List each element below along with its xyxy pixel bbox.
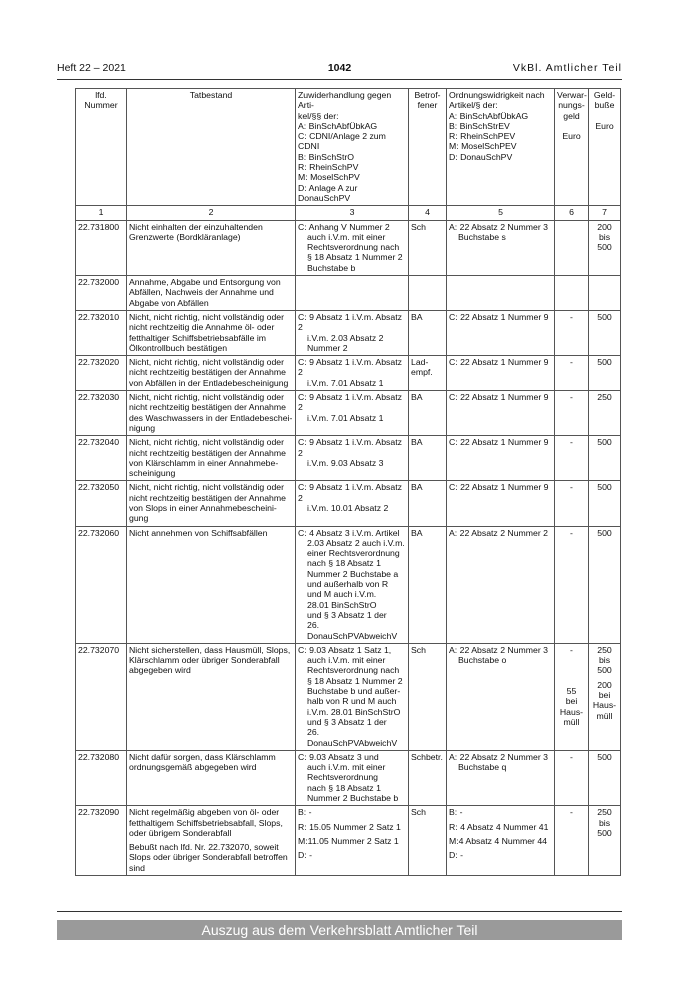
cell-line: 26. DonauSchPVAbweichV (307, 727, 398, 748)
cell-line: i.V.m. 7.01 Absatz 1 (307, 412, 384, 423)
zuwiderhandlung-cell (296, 481, 409, 526)
cell-line: BA (411, 437, 423, 448)
table-body (76, 220, 621, 876)
cell-line: einer Rechtsverordnung (307, 548, 400, 559)
tatbestand-cell (127, 276, 296, 311)
table-row (76, 643, 621, 750)
tatbestand-cell (127, 806, 296, 876)
betroffener-cell (409, 643, 447, 750)
cell-line: Ölkontrollbuch bestätigen (129, 342, 228, 353)
cell-line (557, 655, 586, 665)
betroffener-cell (409, 391, 447, 436)
header-line (557, 121, 586, 131)
header-line: buße (594, 100, 615, 111)
header-line: R: RheinSchPV (298, 162, 359, 173)
cell-line: C: 9 Absatz 1 i.V.m. Absatz 2 (298, 392, 402, 413)
cell-line: gung (129, 513, 149, 524)
cell-line: Nicht dafür sorgen, dass Klärschlamm (129, 751, 276, 762)
cell-line: bis (598, 817, 611, 828)
cell-line: 55 (566, 686, 577, 697)
header-line: Tatbestand (189, 90, 233, 100)
cell-line: Sch (411, 807, 426, 818)
cell-line: i.V.m. 2.03 Absatz 2 (307, 332, 384, 343)
cell-line: 500 (597, 311, 612, 322)
cell-line: 500 (597, 827, 612, 838)
header-line: geld (563, 110, 580, 121)
cell-line: nach § 18 Absatz 1 (307, 782, 381, 793)
tatbestand-cell (127, 643, 296, 750)
lfd-nummer-cell: 22.732020 (76, 356, 127, 391)
table-row (76, 310, 621, 355)
cell-line: M:4 Absatz 4 Nummer 44 (449, 835, 548, 846)
header-line: A: BinSchAbfÜbkAG (449, 110, 529, 121)
cell-line: auch i.V.m. mit einer (307, 762, 386, 773)
header-line: B: BinSchStrO (298, 151, 355, 162)
betroffener-cell (409, 220, 447, 275)
cell-line: Slops oder übriger Sonderabfall betroffen (129, 852, 288, 863)
cell-line: C: 22 Absatz 1 Nummer 9 (449, 311, 549, 322)
cell-line: C: 9 Absatz 1 i.V.m. Absatz 2 (298, 311, 402, 333)
verwarnungsgeld-cell (555, 806, 589, 876)
verwarnungsgeld-cell (555, 436, 589, 481)
cell-line: Nicht, nicht richtig, nicht vollständig oder (129, 311, 285, 322)
table-row (76, 750, 621, 805)
table-row (76, 276, 621, 311)
column-number: 7 (589, 206, 621, 220)
cell-line: A: 22 Absatz 2 Nummer 3 (449, 221, 548, 232)
lfd-nummer-cell: 22.732030 (76, 391, 127, 436)
cell-line: ordnungsgemäß abgegeben wird (129, 762, 257, 773)
cell-line: - (570, 807, 573, 818)
lfd-nummer-cell: 22.732070 (76, 643, 127, 750)
cell-line: C: 9 Absatz 1 i.V.m. Absatz 2 (298, 482, 402, 503)
cell-line: Annahme, Abgabe und Entsorgung von (129, 277, 281, 288)
cell-line: auch i.V.m. mit einer (307, 231, 386, 242)
publication-title: VkBl. Amtlicher Teil (512, 62, 622, 74)
header-line: Betrof- (414, 90, 441, 100)
column-number: 1 (76, 206, 127, 220)
lfd-nummer-cell: 22.732050 (76, 481, 127, 526)
header-line: kel/§§ der: (298, 110, 339, 121)
betroffener-cell (409, 356, 447, 391)
ordnungswidrigkeit-cell (447, 391, 555, 436)
table-row (76, 806, 621, 876)
page-number: 1042 (327, 62, 352, 74)
zuwiderhandlung-cell (296, 391, 409, 436)
header-line: lfd. (95, 90, 107, 100)
cell-line: nach § 18 Absatz 1 (307, 558, 381, 569)
zuwiderhandlung-cell (296, 220, 409, 275)
ordnungswidrigkeit-cell (447, 220, 555, 275)
cell-line: BA (411, 482, 423, 493)
header-line: Ordnungswidrigkeit nach (449, 90, 545, 100)
geldbusse-cell (589, 750, 621, 805)
cell-line: halb von R und M auch (307, 696, 397, 707)
column-number: 5 (447, 206, 555, 220)
verwarnungsgeld-cell (555, 391, 589, 436)
betroffener-cell (409, 276, 447, 311)
cell-line: Sch (411, 221, 426, 232)
cell-line: i.V.m. 9.03 Absatz 3 (307, 457, 384, 468)
cell-line: C: 9.03 Absatz 1 Satz 1, (298, 644, 392, 655)
cell-line: nicht rechtzeitig bestätigen der Annahme (129, 492, 286, 503)
cell-line: nigung (129, 422, 156, 433)
zuwiderhandlung-cell (296, 436, 409, 481)
cell-line: C: 22 Absatz 1 Nummer 9 (449, 392, 549, 403)
verwarnungsgeld-cell (555, 356, 589, 391)
cell-line: i.V.m. 7.01 Absatz 1 (307, 377, 384, 388)
ordnungswidrigkeit-cell (447, 481, 555, 526)
zuwiderhandlung-cell (296, 750, 409, 805)
cell-line: abgegeben wird (129, 665, 191, 676)
cell-line: Buchstabe b und außer- (307, 686, 401, 697)
verwarnungsgeld-cell (555, 310, 589, 355)
zuwiderhandlung-cell (296, 276, 409, 311)
verwarnungsgeld-cell (555, 750, 589, 805)
cell-line: von Slops in einer Annahmebescheini- (129, 502, 277, 513)
header-line: R: RheinSchPEV (449, 131, 516, 142)
cell-line: - (570, 437, 573, 448)
cell-line: Bebußt nach lfd. Nr. 22.732070, soweit (129, 842, 279, 853)
cell-line: - (570, 311, 573, 322)
cell-line: § 18 Absatz 1 Nummer 2 (307, 675, 403, 686)
cell-line: oder übrigem Sonderabfall (129, 827, 232, 838)
cell-line: bis (598, 231, 611, 242)
cell-line: M:11.05 Nummer 2 Satz 1 (298, 835, 399, 846)
cell-line: 500 (597, 242, 612, 253)
cell-line: Rechtsverordnung nach (307, 665, 400, 676)
cell-line: Nicht, nicht richtig, nicht vollständig oder (129, 437, 285, 448)
geldbusse-cell (589, 276, 621, 311)
col-header-zuwiderhandlung (296, 89, 409, 206)
cell-line: Abgabe von Abfällen (129, 297, 209, 308)
cell-line: Rechtsverordnung nach (307, 242, 400, 253)
footer-banner: Auszug aus dem Verkehrsblatt Amtlicher Teil (57, 920, 622, 940)
cell-line: Nicht annehmen von Schiffsabfällen (129, 527, 268, 538)
table-row (76, 391, 621, 436)
header-line: Geld- (593, 90, 616, 100)
cell-line: fetthaltiger Schiffsbetriebsabfälle im (129, 332, 266, 343)
cell-line: C: 22 Absatz 1 Nummer 9 (449, 482, 549, 493)
cell-line: Sch (411, 644, 426, 655)
verwarnungsgeld-cell (555, 643, 589, 750)
table-header-row (76, 89, 621, 206)
cell-line: bei (565, 696, 578, 707)
cell-line: nicht rechtzeitig bestätigen der Annahme (129, 402, 286, 413)
cell-line: B: - (298, 807, 312, 818)
header-line: C: CDNI/Anlage 2 zum CDNI (298, 131, 386, 152)
lfd-nummer-cell: 22.731800 (76, 220, 127, 275)
header-line: D: Anlage A zur DonauSchPV (298, 182, 358, 203)
cell-line: 500 (597, 751, 612, 762)
ordnungswidrigkeit-cell (447, 750, 555, 805)
geldbusse-cell (589, 220, 621, 275)
lfd-nummer-cell: 22.732010 (76, 310, 127, 355)
cell-line: - (570, 644, 573, 655)
cell-line: Nicht, nicht richtig, nicht vollständig oder (129, 357, 285, 368)
header-line: Euro (562, 131, 581, 142)
cell-line: bis (598, 655, 611, 666)
cell-line: Grenzwerte (Bordkläranlage) (129, 231, 241, 242)
header-line (591, 111, 618, 121)
cell-line: Buchstabe q (458, 762, 507, 773)
lfd-nummer-cell: 22.732080 (76, 750, 127, 805)
cell-line: 26. DonauSchPVAbweichV (307, 620, 398, 641)
tatbestand-cell (127, 750, 296, 805)
issue-label: Heft 22 – 2021 (57, 62, 126, 74)
cell-line: des Waschwassers in der Entladebeschei- (129, 412, 293, 423)
cell-line: i.V.m. 10.01 Absatz 2 (307, 502, 389, 513)
tatbestand-cell (127, 356, 296, 391)
cell-line: B: - (449, 807, 463, 818)
cell-line: Schbetr. (411, 751, 443, 762)
cell-line: scheinigung (129, 468, 176, 479)
cell-line: C: 9 Absatz 1 i.V.m. Absatz 2 (298, 437, 402, 458)
lfd-nummer-cell: 22.732040 (76, 436, 127, 481)
cell-line: Nummer 2 (307, 342, 348, 353)
cell-line: empf. (411, 367, 433, 378)
penalty-table (75, 88, 621, 876)
cell-line: fetthaltigem Schiffsbetriebsabfall, Slops, (129, 817, 283, 828)
cell-line: BA (411, 527, 423, 538)
cell-line: D: - (449, 850, 463, 861)
cell-line: - (570, 357, 573, 368)
cell-line: Abfällen, Nachweis der Annahme und (129, 287, 274, 298)
cell-line: A: 22 Absatz 2 Nummer 3 (449, 751, 548, 762)
header-line: Euro (595, 120, 614, 131)
ordnungswidrigkeit-cell (447, 356, 555, 391)
cell-line: Nicht einhalten der einzuhaltenden (129, 221, 263, 232)
cell-line: - (570, 392, 573, 403)
zuwiderhandlung-cell (296, 806, 409, 876)
betroffener-cell (409, 436, 447, 481)
geldbusse-cell (589, 391, 621, 436)
header-divider (57, 79, 622, 80)
header-line: Nummer (84, 100, 118, 111)
cell-line: A: 22 Absatz 2 Nummer 2 (449, 527, 548, 538)
cell-line: und außerhalb von R (307, 579, 389, 590)
cell-line: und § 3 Absatz 1 der (307, 609, 387, 620)
ordnungswidrigkeit-cell (447, 310, 555, 355)
cell-line: C: Anhang V Nummer 2 (298, 221, 390, 232)
cell-line: 500 (597, 437, 612, 448)
cell-line: müll (563, 716, 580, 727)
geldbusse-cell (589, 643, 621, 750)
header-line: Artikel/§ der: (449, 100, 498, 111)
cell-line: 250 (597, 644, 612, 655)
cell-line: R: 4 Absatz 4 Nummer 41 (449, 821, 549, 832)
cell-line: Nummer 2 Buchstabe b (307, 793, 399, 803)
column-number: 4 (409, 206, 447, 220)
cell-line: Buchstabe s (458, 231, 506, 242)
cell-line: C: 22 Absatz 1 Nummer 9 (449, 357, 549, 368)
column-number: 6 (555, 206, 589, 220)
ordnungswidrigkeit-cell (447, 643, 555, 750)
cell-line: Buchstabe o (458, 655, 507, 666)
col-header-betroffener (409, 89, 447, 206)
cell-line: A: 22 Absatz 2 Nummer 3 (449, 644, 548, 655)
column-number-row (76, 206, 621, 220)
cell-line: Haus- (592, 700, 617, 711)
cell-line: und M auch i.V.m. (307, 589, 377, 600)
cell-line: müll (596, 710, 613, 721)
cell-line: 200 (597, 679, 612, 690)
cell-line: Nicht, nicht richtig, nicht vollständig oder (129, 482, 285, 493)
cell-line: C: 4 Absatz 3 i.V.m. Artikel (298, 527, 400, 538)
tatbestand-cell (127, 310, 296, 355)
footer-divider (57, 911, 622, 912)
cell-line: Lad- (411, 357, 429, 368)
cell-line: C: 22 Absatz 1 Nummer 9 (449, 437, 549, 448)
cell-line: BA (411, 392, 423, 403)
geldbusse-cell (589, 806, 621, 876)
cell-line: 500 (597, 357, 612, 368)
cell-line: und § 3 Absatz 1 der (307, 716, 387, 727)
tatbestand-cell (127, 220, 296, 275)
cell-line: - (570, 751, 573, 762)
ordnungswidrigkeit-cell (447, 436, 555, 481)
column-number: 3 (296, 206, 409, 220)
page-header (57, 62, 622, 76)
geldbusse-cell (589, 356, 621, 391)
geldbusse-cell (589, 436, 621, 481)
cell-line: Nummer 2 Buchstabe a (307, 568, 399, 579)
col-header-tatbestand (127, 89, 296, 206)
column-number: 2 (127, 206, 296, 220)
cell-line: 250 (597, 807, 612, 818)
ordnungswidrigkeit-cell (447, 806, 555, 876)
zuwiderhandlung-cell (296, 643, 409, 750)
tatbestand-cell (127, 526, 296, 643)
cell-line: Nicht, nicht richtig, nicht vollständig oder (129, 392, 285, 403)
ordnungswidrigkeit-cell (447, 526, 555, 643)
geldbusse-cell (589, 310, 621, 355)
lfd-nummer-cell: 22.732000 (76, 276, 127, 311)
header-line: M: MoselSchPEV (449, 141, 517, 152)
header-line: D: DonauSchPV (449, 151, 513, 162)
col-header-ordnungswidrigkeit (447, 89, 555, 206)
col-header-verwarnungsgeld (555, 89, 589, 206)
zuwiderhandlung-cell (296, 310, 409, 355)
cell-line: 500 (597, 527, 612, 538)
cell-line: Haus- (559, 706, 584, 717)
cell-line: R: 15.05 Nummer 2 Satz 1 (298, 821, 401, 832)
cell-line: nicht rechtzeitig die Annahme öl- oder (129, 322, 275, 333)
cell-line (557, 676, 586, 686)
lfd-nummer-cell: 22.732060 (76, 526, 127, 643)
cell-line: 500 (597, 482, 612, 493)
cell-line: - (570, 482, 573, 493)
betroffener-cell (409, 310, 447, 355)
betroffener-cell (409, 526, 447, 643)
cell-line: § 18 Absatz 1 Nummer 2 (307, 252, 403, 263)
cell-line: 500 (597, 665, 612, 676)
cell-line: Buchstabe b (307, 262, 356, 273)
tatbestand-cell (127, 391, 296, 436)
header-line: M: MoselSchPV (298, 172, 360, 183)
betroffener-cell (409, 806, 447, 876)
table-row (76, 436, 621, 481)
header-line: A: BinSchAbfÜbkAG (298, 120, 378, 131)
cell-line: Rechtsverordnung (307, 772, 378, 783)
cell-line: nicht rechtzeitig bestätigen der Annahme (129, 447, 286, 458)
cell-line: von Abfällen in der Entladebescheinigung (129, 377, 289, 388)
tatbestand-cell (127, 481, 296, 526)
betroffener-cell (409, 750, 447, 805)
cell-line: nicht rechtzeitig bestätigen der Annahme (129, 367, 286, 378)
header-line: Zuwiderhandlung gegen Arti- (298, 90, 392, 111)
ordnungswidrigkeit-cell (447, 276, 555, 311)
geldbusse-cell (589, 526, 621, 643)
table-row (76, 220, 621, 275)
col-header-nummer (76, 89, 127, 206)
cell-line: sind (129, 862, 145, 873)
cell-line: Nicht sicherstellen, dass Hausmüll, Slops, (129, 644, 291, 655)
geldbusse-cell (589, 481, 621, 526)
cell-line: BA (411, 311, 423, 322)
tatbestand-cell (127, 436, 296, 481)
betroffener-cell (409, 481, 447, 526)
cell-line: Nicht regelmäßig abgeben von öl- oder (129, 807, 280, 818)
cell-line: D: - (298, 850, 312, 861)
cell-line: 200 (597, 221, 612, 232)
table-row (76, 481, 621, 526)
zuwiderhandlung-cell (296, 356, 409, 391)
verwarnungsgeld-cell (555, 220, 589, 275)
cell-line: C: 9 Absatz 1 i.V.m. Absatz 2 (298, 357, 402, 378)
cell-line: Klärschlamm oder übriger Sonderabfall (129, 655, 280, 666)
cell-line: C: 9.03 Absatz 3 und (298, 751, 379, 762)
cell-line: von Klärschlamm in einer Annahmebe- (129, 457, 279, 468)
cell-line: 2.03 Absatz 2 auch i.V.m. (307, 537, 405, 548)
lfd-nummer-cell: 22.732090 (76, 806, 127, 876)
zuwiderhandlung-cell (296, 526, 409, 643)
verwarnungsgeld-cell (555, 481, 589, 526)
verwarnungsgeld-cell (555, 276, 589, 311)
header-line: B: BinSchStrEV (449, 120, 510, 131)
cell-line: bei (598, 690, 611, 701)
cell-line: 250 (597, 392, 612, 403)
cell-line (557, 665, 586, 675)
header-line: nungs- (558, 100, 585, 111)
verwarnungsgeld-cell (555, 526, 589, 643)
cell-line: auch i.V.m. mit einer (307, 655, 386, 666)
cell-line: - (570, 527, 573, 538)
cell-line: i.V.m. 28.01 BinSchStrO (307, 706, 401, 717)
cell-line: 28.01 BinSchStrO (307, 599, 377, 610)
header-line: fener (417, 100, 438, 111)
col-header-geldbusse (589, 89, 621, 206)
header-line: Verwar- (557, 90, 587, 100)
table-row (76, 356, 621, 391)
table-row (76, 526, 621, 643)
